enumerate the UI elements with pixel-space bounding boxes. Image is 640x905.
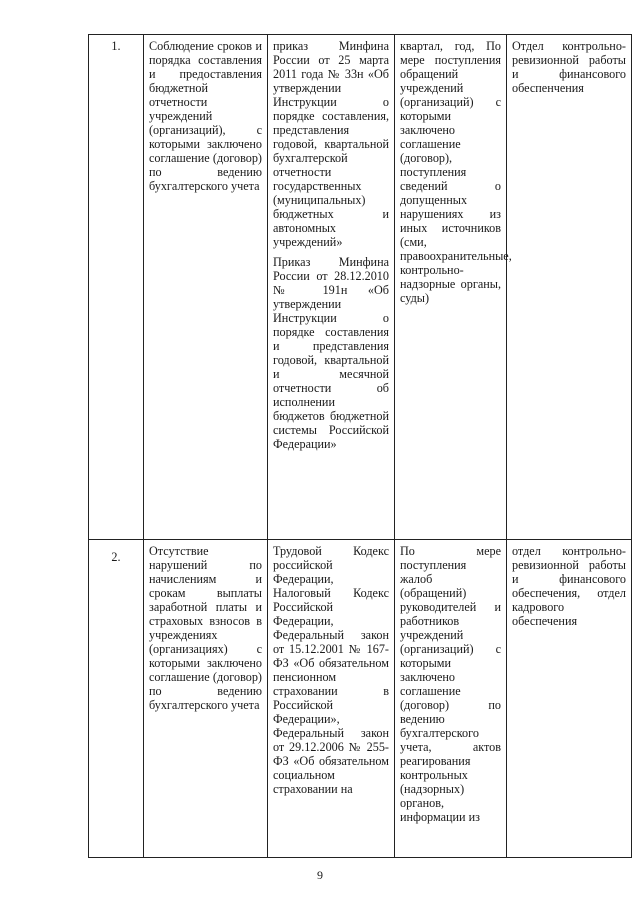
responsible-unit xyxy=(507,540,632,858)
legal-basis-item: Приказ Минфина России от 28.12.2010 № 191н «Об утверждении Инструкции о порядке составления и представления годовой, квартальной и месячной отчетности об исполнении бюджетов бюджетной системы Российской Федерации» xyxy=(273,255,389,451)
control-measures-table xyxy=(88,34,632,858)
legal-basis-item: Трудовой Кодекс российской Федерации, Налоговый Кодекс Российской Федерации, Федеральный закон от 15.12.2001 № 167-ФЗ «Об обязательном пенсионном страховании в Российской Федерации», Федеральный закон от 29.12.2006 № 255-ФЗ «Об обязательном социальном страховании на xyxy=(273,544,389,796)
responsible-unit-text: Отдел контрольно-ревизионной работы и финансового обеспенчения xyxy=(512,39,626,95)
responsible-unit-text: отдел контрольно-ревизионной работы и финансового обеспечения, отдел кадрового обеспечения xyxy=(512,544,626,628)
control-subject-text: Соблюдение сроков и порядка составления и предоставления бюджетной отчетности учреждений (организаций), с которыми заключено соглашение (договор) по ведению бухгалтерского учета xyxy=(149,39,262,193)
control-periodicity-text: квартал, год, По мере поступления обращений учреждений (организаций) с которыми заключено соглашение (договор), поступления сведений о допущенных нарушениях из иных источников (сми, правоохранительные, контрольно-надзорные органы, суды) xyxy=(400,39,512,305)
responsible-unit xyxy=(507,35,632,540)
control-subject xyxy=(144,540,268,858)
control-periodicity-text: По мере поступления жалоб (обращений) руководителей и работников учреждений (организаций) с которыми заключено соглашение (договор) по ведению бухгалтерского учета, актов реагирования контрольных (надзорных) органов, информации из xyxy=(400,544,501,824)
row-number: 2. xyxy=(89,540,144,858)
table-row xyxy=(89,35,632,540)
legal-basis-item: приказ Минфина России от 25 марта 2011 года № 33н «Об утверждении Инструкции о порядке составления, представления годовой, квартальной бухгалтерской отчетности государственных (муниципальных) бюджетных и автономных учреждений» xyxy=(273,39,389,249)
legal-basis xyxy=(268,540,395,858)
control-periodicity xyxy=(395,35,512,540)
control-periodicity xyxy=(395,540,507,858)
row-number: 1. xyxy=(89,35,144,540)
table-row xyxy=(89,540,632,858)
legal-basis xyxy=(268,35,395,540)
control-subject-text: Отсутствие нарушений по начислениям и срокам выплаты заработной платы и страховых взносов в учреждениях (организациях) с которыми заключено соглашение (договор) по ведению бухгалтерского учета xyxy=(149,544,262,712)
control-subject xyxy=(144,35,268,540)
page-number: 9 xyxy=(317,868,323,882)
